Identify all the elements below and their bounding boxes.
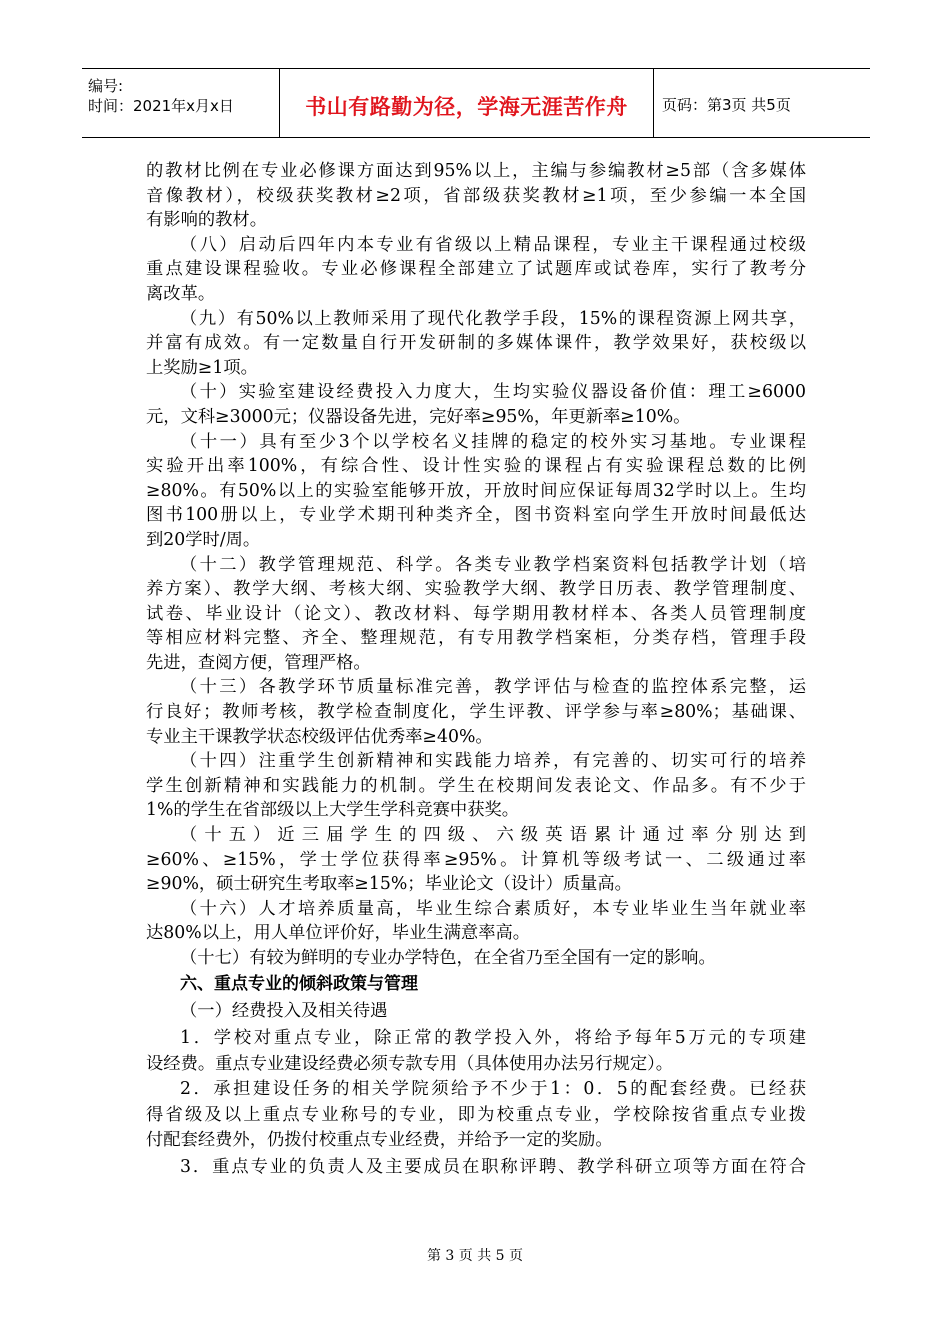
header-motto: 书山有路勤为径，学海无涯苦作舟: [305, 95, 628, 119]
header-info-cell: [82, 69, 280, 137]
body-line: （九）有50%以上教师采用了现代化教学手段，15%的课程资源上网共享，: [180, 308, 806, 329]
body-line: （十六）人才培养质量高，毕业生综合素质好，本专业毕业生当年就业率: [180, 898, 806, 919]
document-number-label: 编号:: [88, 77, 124, 95]
document-body: [146, 159, 806, 1182]
body-line: 元，文科≥3000元；仪器设备先进，完好率≥95%，年更新率≥10%。: [146, 406, 691, 427]
body-line: 有影响的教材。: [146, 210, 267, 231]
body-line: 得省级及以上重点专业称号的专业，即为校重点专业，学校除按省重点专业拨: [146, 1105, 806, 1126]
subsection-heading: （一）经费投入及相关待遇: [180, 1000, 388, 1021]
body-line: 学生创新精神和实践能力的机制。学生在校期间发表论文、作品多。有不少于: [146, 775, 806, 796]
body-line: （十三）各教学环节质量标准完善，教学评估与检查的监控体系完整，运: [180, 677, 806, 698]
body-line: 1．学校对重点专业，除正常的教学投入外，将给予每年5万元的专项建: [180, 1027, 806, 1048]
body-line: 行良好；教师考核，教学检查制度化，学生评教、评学参与率≥80%；基础课、: [146, 702, 806, 723]
body-line: （十一）具有至少3个以学校名义挂牌的稳定的校外实习基地。专业课程: [180, 431, 806, 452]
header-motto-cell: [280, 69, 654, 137]
body-line: （十二）教学管理规范、科学。各类专业教学档案资料包括教学计划（培: [180, 554, 806, 575]
body-line: 试卷、毕业设计（论文）、教改材料、每学期用教材样本、各类人员管理制度: [146, 603, 806, 624]
body-line: 并富有成效。有一定数量自行开发研制的多媒体课件，教学效果好，获校级以: [146, 333, 806, 354]
body-line: （十）实验室建设经费投入力度大，生均实验仪器设备价值：理工≥6000: [180, 382, 806, 403]
body-line: 1%的学生在省部级以上大学生学科竞赛中获奖。: [146, 800, 520, 821]
page-header: [82, 68, 870, 138]
body-line: ≥90%，硕士研究生考取率≥15%；毕业论文（设计）质量高。: [146, 874, 632, 895]
body-line: 上奖励≥1项。: [146, 357, 258, 378]
body-line: 2．承担建设任务的相关学院须给予不少于1：0．5的配套经费。已经获: [180, 1079, 806, 1100]
body-line: （十五）近三届学生的四级、六级英语累计通过率分别达到: [180, 825, 806, 846]
body-line: 达80%以上，用人单位评价好，毕业生满意率高。: [146, 923, 531, 944]
body-line: （八）启动后四年内本专业有省级以上精品课程，专业主干课程通过校级: [180, 234, 806, 255]
body-line: 先进，查阅方便，管理严格。: [146, 652, 371, 673]
body-line: 实验开出率100%，有综合性、设计性实验的课程占有实验课程总数的比例: [146, 456, 806, 477]
body-line: 图书100册以上，专业学术期刊种类齐全，图书资料室向学生开放时间最低达: [146, 505, 806, 526]
body-line: 付配套经费外，仍拨付校重点专业经费，并给予一定的奖励。: [146, 1129, 613, 1150]
body-line: （十四）注重学生创新精神和实践能力培养，有完善的、切实可行的培养: [180, 751, 806, 772]
body-line: ≥80%。有50%以上的实验室能够开放，开放时间应保证每周32学时以上。生均: [146, 480, 806, 501]
body-line: ≥60%、≥15%，学士学位获得率≥95%。计算机等级考试一、二级通过率: [146, 849, 806, 870]
body-line: 养方案）、教学大纲、考核大纲、实验教学大纲、教学日历表、教学管理制度、: [146, 579, 806, 600]
body-line: 重点建设课程验收。专业必修课程全部建立了试题库或试卷库，实行了教考分: [146, 259, 806, 280]
body-line: （十七）有较为鲜明的专业办学特色，在全省乃至全国有一定的影响。: [180, 948, 716, 968]
body-line: 的教材比例在专业必修课方面达到95%以上，主编与参编教材≥5部（含多媒体: [146, 161, 806, 181]
header-page-number: 页码：第3页 共5页: [662, 96, 791, 114]
body-line: 离改革。: [146, 283, 216, 304]
header-page-cell: [654, 69, 870, 137]
body-line: 等相应材料完整、齐全、整理规范，有专用教学档案柜，分类存档，管理手段: [146, 628, 806, 649]
body-line: 音像教材），校级获奖教材≥2项，省部级获奖教材≥1项，至少参编一本全国: [146, 185, 806, 206]
body-line: 设经费。重点专业建设经费必须专款专用（具体使用办法另行规定）。: [146, 1053, 674, 1074]
body-line: 专业主干课教学状态校级评估优秀率≥40%。: [146, 726, 493, 747]
document-time-label: 时间：2021年x月x日: [88, 97, 234, 115]
body-line: 3．重点专业的负责人及主要成员在职称评聘、教学科研立项等方面在符合: [180, 1157, 806, 1178]
section-heading: 六、重点专业的倾斜政策与管理: [180, 973, 418, 994]
body-line: 到20学时/周。: [146, 529, 261, 550]
page-footer: 第 3 页 共 5 页: [426, 1248, 524, 1264]
